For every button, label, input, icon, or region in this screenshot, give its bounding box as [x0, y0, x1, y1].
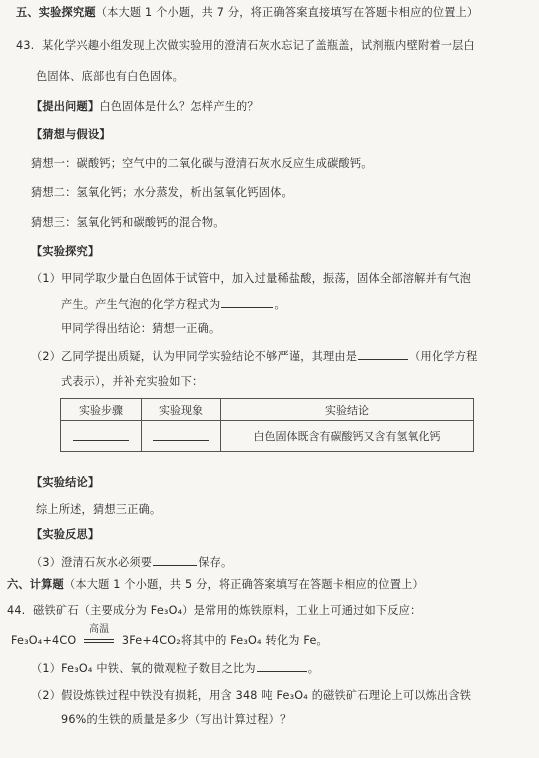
equation-tail: 将其中的 Fe₃O₄ 转化为 Fe。	[180, 634, 328, 647]
q44-number: 44.	[7, 604, 26, 617]
q43-number: 43.	[16, 39, 35, 52]
table-row	[61, 421, 474, 452]
answer-blank-ratio[interactable]	[257, 660, 307, 672]
q44-part1	[31, 660, 319, 676]
equation-right: 3Fe+4CO₂	[121, 634, 181, 647]
q44-part2-line1: （2）假设炼铁过程中铁没有损耗，用含 348 吨 Fe₃O₄ 的磁铁矿石理论上可以炼出含铁	[31, 689, 472, 702]
ask-tag: 【提出问题】	[31, 100, 100, 113]
hypothesis-3: 猜想三：氢氧化钙和碳酸钙的混合物。	[31, 216, 225, 229]
table-header-phenomena: 实验现象	[142, 399, 221, 421]
answer-blank-steps[interactable]	[73, 428, 129, 441]
part3-text: （3）澄清石灰水必须要	[31, 556, 153, 569]
table-cell-phenomena[interactable]	[142, 421, 221, 452]
table-cell-steps[interactable]	[61, 421, 142, 452]
q43-intro-text1: 某化学兴趣小组发现上次做实验用的澄清石灰水忘记了盖瓶盖，试剂瓶内壁附着一层白	[42, 39, 475, 52]
q44-intro-text: 磁铁矿石（主要成分为 Fe₃O₄）是常用的炼铁原料，工业上可通过如下反应：	[33, 604, 422, 617]
q44-part2-line2: 96%的生铁的质量是多少（写出计算过程）？	[61, 713, 292, 726]
hypothesis-1: 猜想一：碳酸钙；空气中的二氧化碳与澄清石灰水反应生成碳酸钙。	[31, 157, 373, 170]
part2-text: （2）乙同学提出质疑，认为甲同学实验结论不够严谨，其理由是	[31, 350, 358, 363]
answer-blank-reason[interactable]	[358, 348, 408, 360]
section6-note: （本大题 1 个小题，共 5 分，将正确答案填写在答题卡相应的位置上）	[63, 578, 424, 591]
reaction-condition	[80, 624, 118, 648]
table-header-steps: 实验步骤	[61, 399, 142, 421]
part1-text: 产生。产生气泡的化学方程式为	[61, 298, 221, 311]
section5-heading: 五、实验探究题	[16, 6, 96, 19]
reaction-equation	[11, 624, 328, 648]
part1-line1: （1）甲同学取少量白色固体于试管中，加入过量稀盐酸，振荡，固体全部溶解并有气泡	[31, 272, 472, 285]
q44-part1-tail: 。	[307, 662, 320, 675]
table-header-row	[61, 399, 474, 421]
section5-header	[16, 6, 478, 20]
answer-blank-phenomena[interactable]	[153, 428, 209, 441]
answer-blank-storage[interactable]	[153, 554, 197, 566]
table-cell-conclusion: 白色固体既含有碳酸钙又含有氢氧化钙	[221, 421, 474, 452]
experiment-table	[60, 398, 474, 452]
part1-line2	[61, 296, 286, 312]
conclusion-tag: 【实验结论】	[31, 476, 100, 489]
q44-part1-text: （1）Fe₃O₄ 中铁、氧的微观粒子数目之比为	[31, 662, 256, 675]
part1-line3: 甲同学得出结论：猜想一正确。	[61, 322, 221, 335]
section6-header	[7, 578, 424, 592]
conclusion-text: 综上所述，猜想三正确。	[36, 503, 162, 516]
part2-line1	[31, 348, 478, 364]
part2-line2: 式表示），并补充实验如下：	[61, 375, 204, 388]
part3-line	[31, 554, 232, 570]
explore-tag: 【实验探究】	[31, 245, 100, 258]
part1-period: 。	[274, 298, 286, 311]
part3-tail: 保存。	[198, 556, 233, 569]
answer-blank-equation[interactable]	[221, 296, 273, 308]
equation-left: Fe₃O₄+4CO	[11, 634, 77, 647]
hypothesis-2: 猜想二：氢氧化钙；水分蒸发，析出氢氧化钙固体。	[31, 186, 293, 199]
part2-text-tail: （用化学方程	[409, 350, 478, 363]
ask-text: 白色固体是什么？怎样产生的？	[99, 100, 259, 113]
q43-intro-line2: 色固体、底部也有白色固体。	[36, 70, 185, 83]
equals-sign	[84, 639, 114, 643]
q43-intro-line1	[16, 39, 475, 53]
condition-label: 高温	[88, 624, 110, 635]
section5-note: （本大题 1 个小题，共 7 分，将正确答案直接填写在答题卡相应的位置上）	[95, 6, 479, 19]
q44-intro	[7, 604, 421, 618]
ask-question	[31, 100, 259, 114]
section6-heading: 六、计算题	[7, 578, 64, 591]
reflection-tag: 【实验反思】	[31, 528, 100, 541]
table-header-conclusion: 实验结论	[221, 399, 474, 421]
hypothesis-tag: 【猜想与假设】	[31, 128, 111, 141]
